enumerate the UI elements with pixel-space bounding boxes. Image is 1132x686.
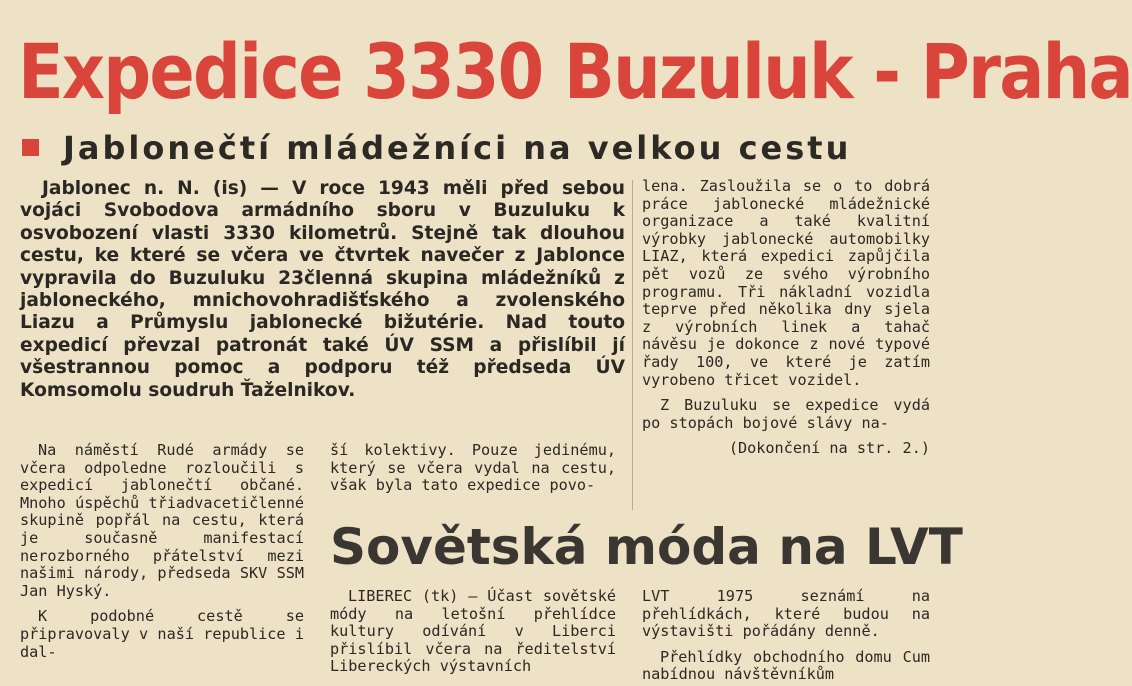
column-paragraph: K podobné cestě se připravovaly v naší republice i dal-: [20, 607, 304, 661]
continuation-note: (Dokončení na str. 2.): [728, 439, 930, 458]
column-paragraph: lena. Zasloužila se o to dobrá práce jablonecké mládežnické organizace a také kvalitní výrobky jablonecké automobilky LIAZ, která expedici zapůjčila pět vozů ze svého výrobního programu. Tři nákladní vozidla teprve před několika dny sjela z výrobních linek a tahač návěsu je dokonce z nové typové řady 100, ve které je zatím vyrobeno třicet vozidel.: [642, 177, 930, 389]
article-headline: Expedice 3330 Buzuluk - Praha: [18, 27, 1132, 116]
column-paragraph: LVT 1975 seznámí na přehlídkách, které budou na výstavišti pořádány denně.: [642, 587, 930, 641]
article-column-right: [642, 178, 930, 458]
column-paragraph: Z Buzuluku se expedice vydá po stopách bojové slávy na-: [642, 396, 930, 432]
article-column-1: [20, 442, 304, 661]
red-square-bullet-icon: [22, 139, 39, 156]
column-paragraph: ší kolektivy. Pouze jedinému, který se včera vydal na cestu, však byla tato expedice povo-: [330, 441, 616, 495]
article-subheadline: [22, 128, 942, 168]
subheadline-text: Jablonečtí mládežníci na velkou cestu: [63, 129, 852, 167]
column-paragraph: Přehlídky obchodního domu Cum nabídnou návštěvníkům: [642, 647, 930, 684]
second-article-column-2: [642, 588, 930, 684]
column-paragraph: Na náměstí Rudé armády se včera odpoledne rozloučili s expedicí jablonečtí občané. Mnoho úspěchů třiadvacetičlenné skupině popřál na cestu, která je současně manifestací nerozborného přátelství mezi našimi národy, předseda SKV SSM Jan Hyský.: [20, 441, 304, 600]
lead-paragraph: Jablonec n. N. (is) — V roce 1943 měli před sebou vojáci Svobodova armádního sboru v Buzuluku k osvobození vlasti 3330 kilometrů. Stejně tak dlouhou cestu, ke které se včera ve čtvrtek navečer z Jablonce vypravila do Buzuluku 23členná skupina mládežníků z jabloneckého, mnichovohradišťského a zvolenského Liazu a Průmyslu jablonecké bižutérie. Nad touto expedicí převzal patronát také ÚV SSM a přislíbil jí všestrannou pomoc a podporu též předseda ÚV Komsomolu soudruh Ťaželnikov.: [20, 178, 625, 401]
column-paragraph: LIBEREC (tk) — Účast sovětské módy na letošní přehlídce kultury odívání v Liberci přislíbil včera na ředitelství Libereckých výstavních: [330, 587, 616, 676]
second-article-headline: Sovětská móda na LVT: [330, 518, 963, 576]
column-divider: [632, 180, 633, 510]
article-column-2: [330, 442, 616, 495]
second-article-column-1: [330, 588, 616, 676]
